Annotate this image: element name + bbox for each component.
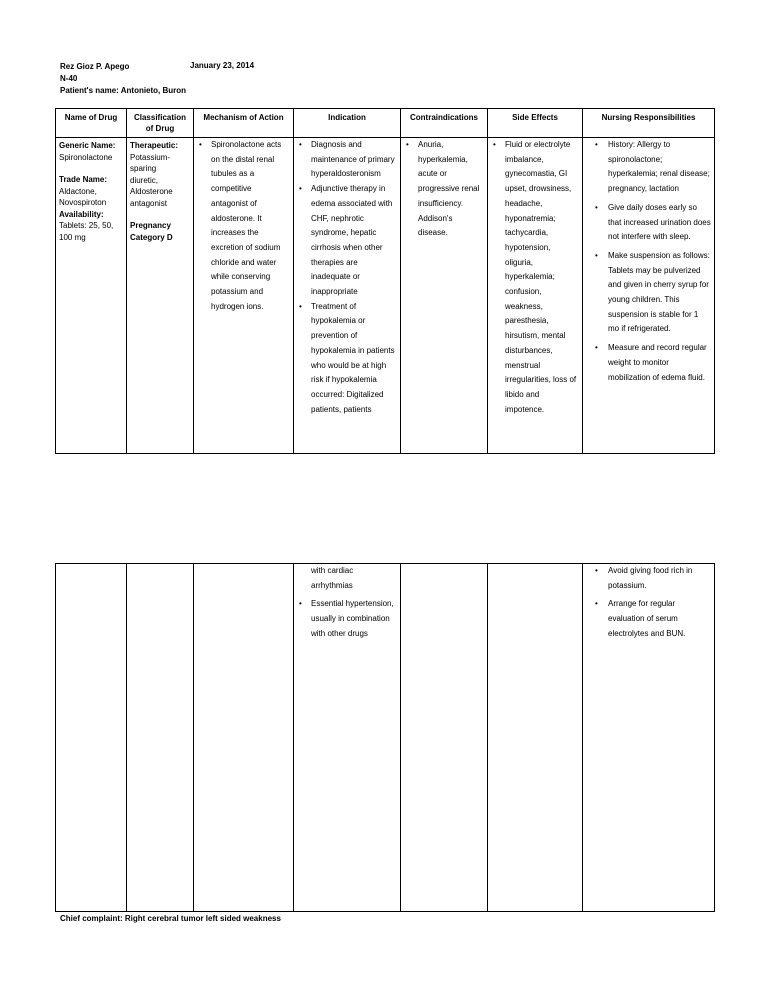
chief-complaint: Chief complaint: Right cerebral tumor left sided weakness bbox=[60, 914, 281, 923]
therapeutic-label: Therapeutic: bbox=[130, 141, 179, 150]
col-header-nursing: Nursing Responsibilities bbox=[583, 109, 715, 138]
nursing-cell bbox=[583, 564, 715, 912]
indication-item: • Diagnosis and maintenance of primary hyperaldosteronism bbox=[297, 138, 397, 182]
drug-study-table bbox=[55, 108, 715, 454]
availability: Tablets: 25, 50, 100 mg bbox=[59, 221, 114, 242]
indication-cell bbox=[294, 564, 401, 912]
col-header-contraindications: Contraindications bbox=[401, 109, 488, 138]
col-header-mechanism: Mechanism of Action bbox=[194, 109, 294, 138]
nursing-item: • Measure and record regular weight to monitor mobilization of edema fluid. bbox=[586, 341, 711, 385]
mechanism-cell-empty bbox=[194, 564, 294, 912]
mechanism-text: • Spironolactone acts on the distal renal tubules as a competitive antagonist of aldosterone. It increases the excretion of sodium chloride and water while conserving potassium and hydrogen ions. bbox=[197, 138, 290, 314]
contraindications-cell-empty bbox=[401, 564, 488, 912]
contraindications-cell bbox=[401, 138, 488, 454]
indication-item: • Treatment of hypokalemia or prevention of hypokalemia in patients who would be at high risk if hypokalemia occurred: Digitalized patients, patients bbox=[297, 300, 397, 418]
col-header-drug-name: Name of Drug bbox=[56, 109, 127, 138]
classification-cell-empty bbox=[127, 564, 194, 912]
drug-study-table-continued bbox=[55, 563, 715, 912]
indication-item: • Essential hypertension, usually in combination with other drugs bbox=[297, 597, 397, 641]
indication-cell bbox=[294, 138, 401, 454]
nursing-cell bbox=[583, 138, 715, 454]
indication-item: • Adjunctive therapy in edema associated with CHF, nephrotic syndrome, hepatic cirrhosis when other therapies are inadequate or inappropriate bbox=[297, 182, 397, 300]
side-effects-text: • Fluid or electrolyte imbalance, gynecomastia, GI upset, drowsiness, headache, hyponatremia; tachycardia, hypotension, oliguria, hyperkalemia; confusion, weakness, paresthesia, hirsutism, mental disturbances, menstrual irregularities, loss of libido and impotence. bbox=[491, 138, 579, 417]
therapeutic-class: Potassium- sparing diuretic, Aldosterone antagonist bbox=[130, 152, 173, 208]
side-effects-cell bbox=[488, 138, 583, 454]
availability-label: Availability: bbox=[59, 209, 104, 219]
nursing-item: • Avoid giving food rich in potassium. bbox=[586, 564, 711, 593]
nursing-item: • History: Allergy to spironolactone; hyperkalemia; renal disease; pregnancy, lactation bbox=[586, 138, 711, 197]
nursing-item: • Make suspension as follows: Tablets may be pulverized and given in cherry syrup for young children. This suspension is stable for 1 mo if refrigerated. bbox=[586, 249, 711, 337]
table-header-row bbox=[56, 109, 715, 138]
nursing-item: • Arrange for regular evaluation of serum electrolytes and BUN. bbox=[586, 597, 711, 641]
pregnancy-category: Pregnancy Category D bbox=[130, 221, 173, 242]
generic-label: Generic Name: bbox=[59, 141, 116, 150]
generic-name: Spironolactone bbox=[59, 152, 113, 162]
student-name: Rez Gioz P. Apego bbox=[60, 62, 130, 71]
col-header-indication: Indication bbox=[294, 109, 401, 138]
document-date: January 23, 2014 bbox=[190, 61, 255, 70]
table-row bbox=[56, 138, 715, 454]
table-row bbox=[56, 564, 715, 912]
col-header-classification: Classification of Drug bbox=[127, 109, 194, 138]
contraindications-text: • Anuria, hyperkalemia, acute or progressive renal insufficiency. Addison's disease. bbox=[404, 138, 484, 241]
drug-name-cell bbox=[56, 138, 127, 454]
nursing-item: • Give daily doses early so that increased urination does not interfere with sleep. bbox=[586, 201, 711, 245]
patient-name: Patient's name: Antonieto, Buron bbox=[60, 86, 187, 95]
ward-label: N-40 bbox=[60, 74, 78, 83]
mechanism-cell bbox=[194, 138, 294, 454]
drug-name-cell-empty bbox=[56, 564, 127, 912]
side-effects-cell-empty bbox=[488, 564, 583, 912]
indication-continued: with cardiac arrhythmias bbox=[311, 566, 354, 590]
classification-cell bbox=[127, 138, 194, 454]
trade-name: Aldactone, Novospiroton bbox=[59, 186, 107, 207]
col-header-side-effects: Side Effects bbox=[488, 109, 583, 138]
trade-label: Trade Name: bbox=[59, 175, 108, 184]
